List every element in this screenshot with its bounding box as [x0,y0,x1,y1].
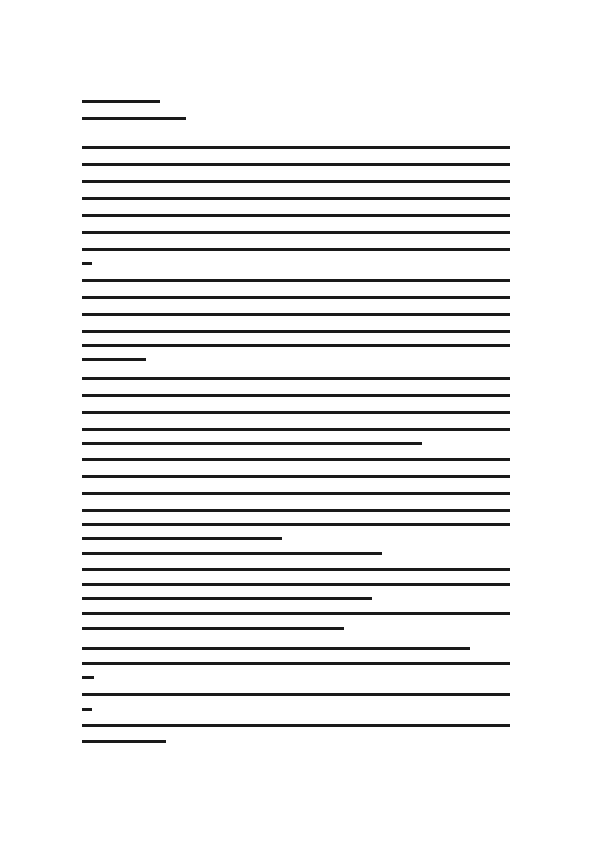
text-line [82,627,344,630]
text-line [82,724,510,727]
text-line [82,296,510,299]
text-line [82,676,94,679]
text-line [82,523,510,526]
text-line [82,231,510,234]
text-line [82,214,510,217]
text-line [82,146,510,149]
text-line [82,344,510,347]
text-line [82,740,166,743]
text-line [82,475,510,478]
text-line [82,358,146,361]
text-line [82,583,510,586]
text-line [82,458,510,461]
text-line [82,597,372,600]
text-line [82,330,510,333]
text-line [82,492,510,495]
text-line [82,708,92,711]
text-line [82,262,92,265]
text-line [82,279,510,282]
text-line [82,163,510,166]
text-line [82,377,510,380]
text-line [82,197,510,200]
text-line [82,248,510,251]
text-line [82,313,510,316]
text-line [82,411,510,414]
text-line [82,442,422,445]
text-line [82,693,510,696]
text-line [82,662,510,665]
header-line-2 [82,117,186,120]
text-line [82,552,382,555]
text-line [82,612,510,615]
text-line [82,509,510,512]
text-line [82,647,470,650]
text-line [82,180,510,183]
text-line [82,428,510,431]
text-line [82,537,282,540]
header-line-1 [82,100,160,103]
text-line [82,568,510,571]
text-line [82,394,510,397]
